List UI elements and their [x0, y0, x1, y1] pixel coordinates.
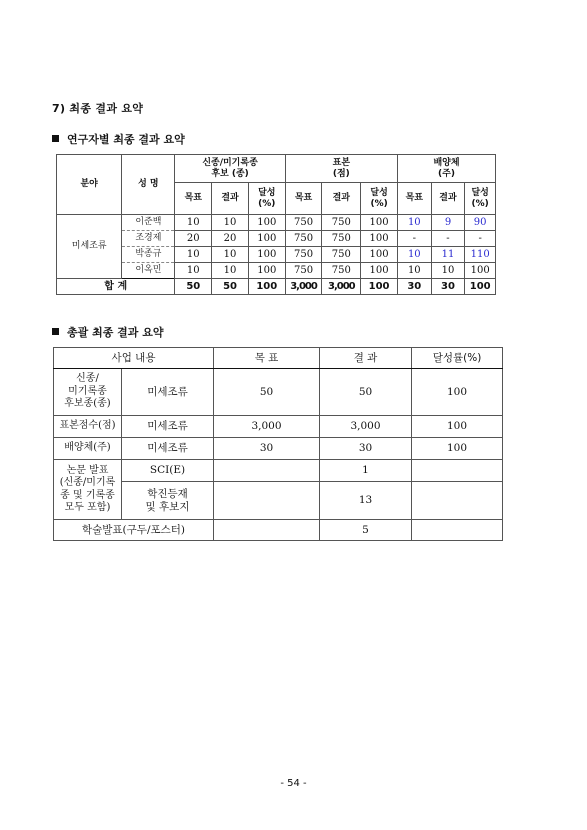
square-bullet-icon — [52, 135, 59, 142]
header-business: 사업 내용 — [54, 348, 214, 369]
header-result: 결과 — [212, 183, 249, 215]
header-result: 결 과 — [320, 348, 412, 369]
header-target: 목 표 — [214, 348, 320, 369]
researcher-summary-table — [56, 154, 496, 295]
header-rate: 달성 (%) — [361, 183, 398, 215]
header-specimen: 표본 (점) — [285, 155, 397, 183]
table-row: 학진등재 및 후보지 13 — [54, 482, 503, 520]
overall-summary-table — [53, 347, 503, 541]
page-number: - 54 - — [280, 778, 307, 789]
header-target: 목표 — [397, 183, 431, 215]
table-row: 조경제 20 20 100 750 750 100 - - - — [57, 231, 496, 247]
row-label: 학술발표(구두/포스터) — [54, 520, 214, 541]
square-bullet-icon — [52, 328, 59, 335]
header-result: 결과 — [322, 183, 361, 215]
header-result: 결과 — [431, 183, 465, 215]
table-row: 논문 발표 (신종/미기록 종 및 기록종 모두 포함) SCI(E) 1 — [54, 460, 503, 482]
table-row: 이옥민 10 10 100 750 750 100 10 10 100 — [57, 263, 496, 279]
header-rate: 달성 (%) — [248, 183, 285, 215]
header-field: 분야 — [57, 155, 122, 215]
table-row: 박종규 10 10 100 750 750 100 10 11 110 — [57, 247, 496, 263]
total-label: 합 계 — [57, 279, 175, 295]
header-rate: 달성률(%) — [412, 348, 503, 369]
row-label: 배양체(주) — [54, 438, 122, 460]
researcher-summary-heading: 연구자별 최종 결과 요약 — [52, 131, 185, 147]
header-culture: 배양체 (주) — [397, 155, 495, 183]
header-name: 성 명 — [122, 155, 175, 215]
researcher-name: 이옥민 — [122, 263, 175, 279]
header-target: 목표 — [285, 183, 322, 215]
row-label: 논문 발표 (신종/미기록 종 및 기록종 모두 포함) — [54, 460, 122, 520]
researcher-name: 조경제 — [122, 231, 175, 247]
total-row: 합 계 50 50 100 3,000 3,000 100 30 30 100 — [57, 279, 496, 295]
row-label: 표본점수(점) — [54, 416, 122, 438]
table-row: 학술발표(구두/포스터) 5 — [54, 520, 503, 541]
overall-summary-heading: 총괄 최종 결과 요약 — [52, 324, 164, 340]
table-row: 배양체(주) 미세조류 30 30 100 — [54, 438, 503, 460]
table-row: 신종/ 미기록종 후보종(종) 미세조류 50 50 100 — [54, 369, 503, 416]
header-new-species: 신종/미기록종 후보 (종) — [175, 155, 285, 183]
row-label: 신종/ 미기록종 후보종(종) — [54, 369, 122, 416]
header-target: 목표 — [175, 183, 212, 215]
table-row: 미세조류 이준백 10 10 100 750 750 100 10 9 90 — [57, 215, 496, 231]
section-heading: 7) 최종 결과 요약 — [52, 102, 144, 115]
table-row: 표본점수(점) 미세조류 3,000 3,000 100 — [54, 416, 503, 438]
researcher-name: 박종규 — [122, 247, 175, 263]
field-cell: 미세조류 — [57, 215, 122, 279]
header-rate: 달성 (%) — [465, 183, 496, 215]
researcher-name: 이준백 — [122, 215, 175, 231]
